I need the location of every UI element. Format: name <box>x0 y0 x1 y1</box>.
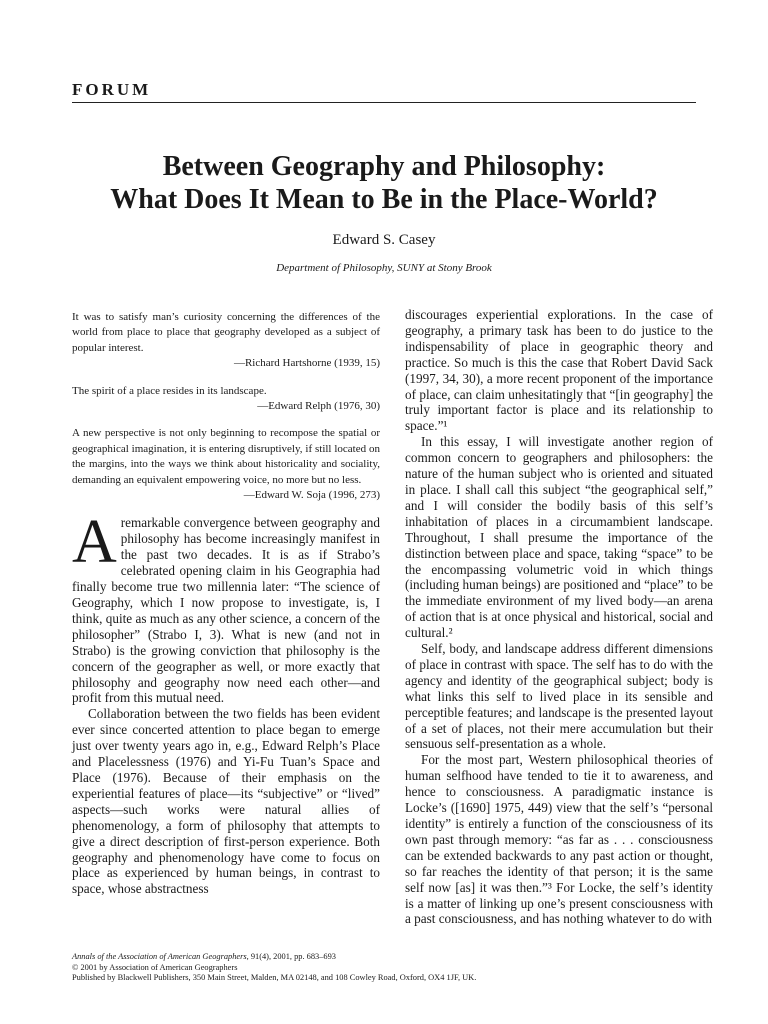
epigraph-2 <box>72 384 380 415</box>
epigraph-text: The spirit of a place resides in its landscape. <box>72 384 267 397</box>
body-paragraph: For the most part, Western philosophical theories of human selfhood have tended to tie it to awareness, and hence to consciousness. A paradigmatic instance is Locke’s ([1690] 1975, 449) view that the self’s “personal identity” is entirely a function of the consciousness of its own past through memory: “as far as . . . consciousness can be extended backwards to any past action or thought, so far reaches the identity of that person; it is the same self now [as] it was then.”³ For Locke, the self’s identity is a matter of linking up one’s present consciousness with a past consciousness, and has nothing whatever to do with <box>405 752 713 927</box>
epigraph-1 <box>72 310 380 372</box>
section-rule <box>72 102 696 103</box>
paragraph-text: remarkable convergence between geography and philosophy has become increasingly manifest in the past two decades. It is as if Strabo’s celebrated opening claim in his Geographia had finally become true two millennia later: “The science of Geography, which I now propose to investigate, is, I think, quite as much as any other science, a concern of the philosopher” (Strabo I, 3). What is new (and not in Strabo) is the growing conviction that philosophy is the concern of the geographer as well, or more exactly that philosophy and geography now need each other—and profit from this mutual need. <box>72 515 380 706</box>
epigraph-3 <box>72 426 380 503</box>
journal-name: Annals of the Association of American Geographers <box>72 952 247 961</box>
article-title <box>60 150 708 216</box>
right-column <box>405 307 713 927</box>
title-line-1: Between Geography and Philosophy: <box>162 151 606 182</box>
epigraph-text: A new perspective is not only beginning to recompose the spatial or geographical imagination, it is entering disruptively, if still located on the margins, into the ways we think about historicality and sociality, demanding an equivalent empowering voice, no more but no less. <box>72 427 380 486</box>
page-footer <box>72 952 712 984</box>
body-paragraph: discourages experiential explorations. In the case of geography, a primary task has been to do justice to the indispensability of place in geographic theory and practice. So much is this the case that Robert David Sack (1997, 34, 30), a more recent proponent of the importance of place, can claim unhesitatingly that “[in geography] the truly important factor is place and its relationship to space.”¹ <box>405 307 713 434</box>
left-column <box>72 310 380 897</box>
author-affiliation: Department of Philosophy, SUNY at Stony Brook <box>276 262 492 274</box>
epigraph-attribution: —Edward Relph (1976, 30) <box>257 400 380 413</box>
footer-publisher: Published by Blackwell Publishers, 350 Main Street, Malden, MA 02148, and 108 Cowley Road, Oxford, OX4 1JF, UK. <box>72 973 477 982</box>
author-name: Edward S. Casey <box>332 232 436 248</box>
body-paragraph: Collaboration between the two fields has been evident ever since concerted attention to place began to emerge just over twenty years ago in, e.g., Edward Relph’s Place and Placelessness (1976) and Yi-Fu Tuan’s Space and Place (1976). Because of their emphasis on the experiential features of place—its “subjective” or “lived” aspects—such works were natural allies of phenomenology, a form of philosophy that attempts to give a direct description of first-person experience. Both geography and phenomenology have come to focus on place as experienced by human beings, in contrast to space, whose abstractness <box>72 706 380 897</box>
section-label: FORUM <box>72 80 152 99</box>
title-line-2: What Does It Mean to Be in the Place-World? <box>110 184 658 215</box>
epigraph-text: It was to satisfy man’s curiosity concerning the differences of the world from place to place that geography developed as a subject of popular interest. <box>72 311 380 354</box>
citation-details: , 91(4), 2001, pp. 683–693 <box>246 952 336 961</box>
body-paragraph <box>72 508 380 706</box>
footer-copyright: © 2001 by Association of American Geographers <box>72 962 238 972</box>
footer-citation <box>72 952 712 963</box>
body-paragraph: In this essay, I will investigate another region of common concern to geographers and philosophers: the nature of the human subject who is oriented and situated in place. I shall call this subject “the geographical self,” and I will consider the bodily basis of this self’s inhabitation of places in a circumambient landscape. Throughout, I shall presume the importance of the distinction between place and space, taking “space” to be the encompassing volumetric void in which things (including human beings) are positioned and “place” to be the immediate environment of my lived body—an arena of action that is at once physical and historical, social and cultural.² <box>405 434 713 641</box>
epigraph-attribution: —Richard Hartshorne (1939, 15) <box>233 357 380 370</box>
body-paragraph: Self, body, and landscape address different dimensions of place in contrast with space. The self has to do with the agency and identity of the geographical subject; body is what links this self to lived place in its sensible and perceptible features; and landscape is the presented layout of a set of places, not their mere accumulation but their sensuous self-presentation as a whole. <box>405 641 713 752</box>
epigraph-attribution: —Edward W. Soja (1996, 273) <box>243 489 380 502</box>
drop-cap: A <box>72 508 117 577</box>
